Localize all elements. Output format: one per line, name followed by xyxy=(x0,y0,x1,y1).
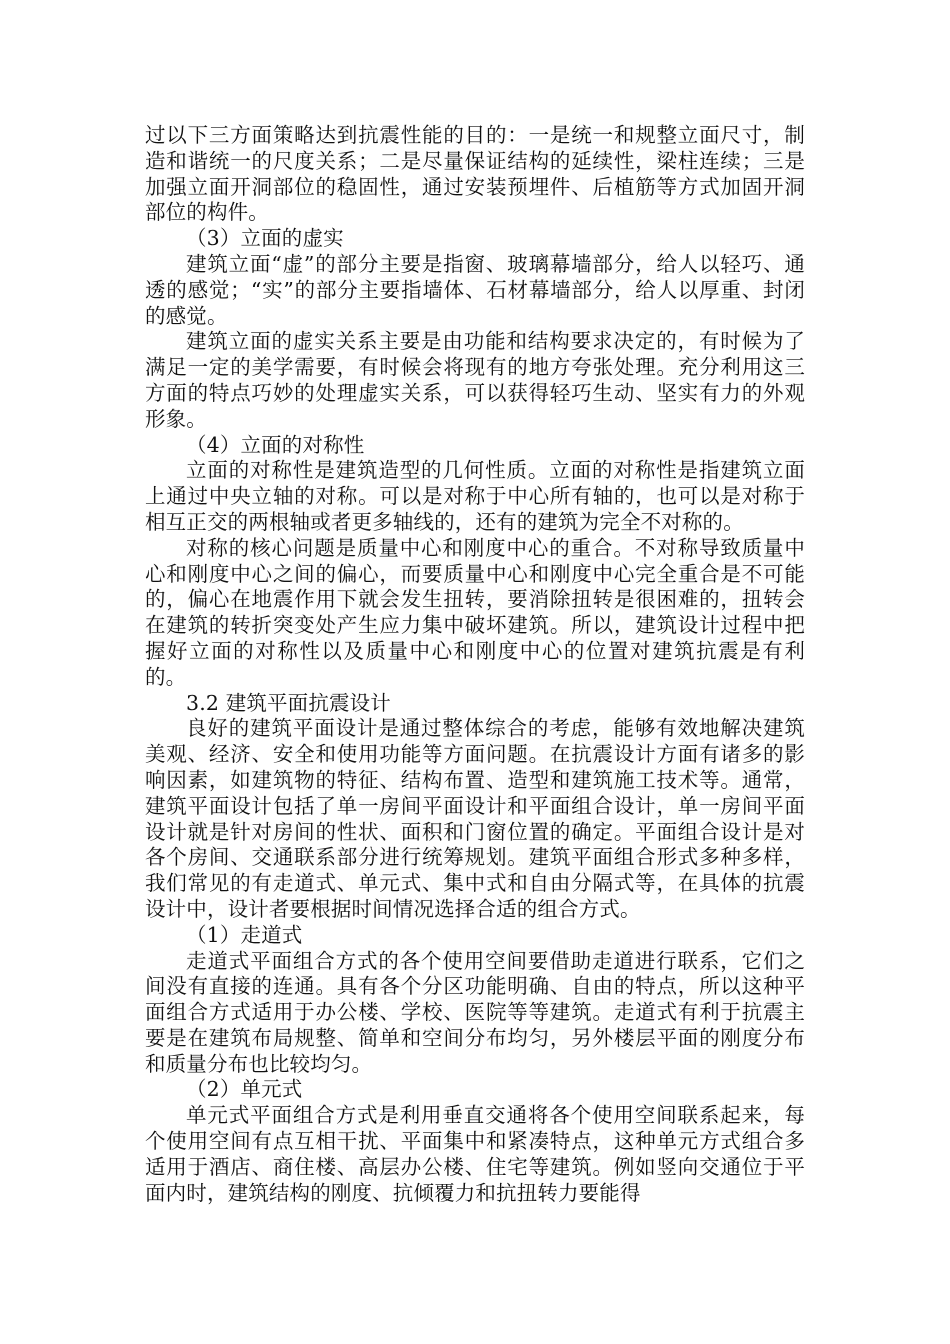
section-heading: （3）立面的虚实 xyxy=(186,226,344,251)
paragraph: 走道式平面组合方式的各个使用空间要借助走道进行联系，它们之间没有直接的连通。具有各个分区功能明确、自由的特点，所以这种平面组合方式适用于办公楼、学校、医院等等建筑。走道式有利于抗震主要是在建筑布局规整、简单和空间分布均匀，另外楼层平面的刚度分布和质量分布也比较均匀。 xyxy=(145,948,805,1076)
paragraph: 建筑立面的虚实关系主要是由功能和结构要求决定的，有时候为了满足一定的美学需要，有时候会将现有的地方夸张处理。充分利用这三方面的特点巧妙的处理虚实关系，可以获得轻巧生动、坚实有力的外观形象。 xyxy=(145,329,805,431)
section-heading: （2）单元式 xyxy=(186,1077,303,1102)
document-page xyxy=(145,123,805,1206)
paragraph: 良好的建筑平面设计是通过整体综合的考虑，能够有效地解决建筑美观、经济、安全和使用功能等方面问题。在抗震设计方面有诸多的影响因素，如建筑物的特征、结构布置、造型和建筑施工技术等。通常，建筑平面设计包括了单一房间平面设计和平面组合设计，单一房间平面设计就是针对房间的性状、面积和门窗位置的确定。平面组合设计是对各个房间、交通联系部分进行统筹规划。建筑平面组合形式多种多样，我们常见的有走道式、单元式、集中式和自由分隔式等，在具体的抗震设计中，设计者要根据时间情况选择合适的组合方式。 xyxy=(145,716,805,921)
paragraph: 立面的对称性是建筑造型的几何性质。立面的对称性是指建筑立面上通过中央立轴的对称。可以是对称于中心所有轴的，也可以是对称于相互正交的两根轴或者更多轴线的，还有的建筑为完全不对称的。 xyxy=(145,458,805,534)
section-heading: 3.2 建筑平面抗震设计 xyxy=(186,690,391,715)
paragraph: 单元式平面组合方式是利用垂直交通将各个使用空间联系起来，每个使用空间有点互相干扰、平面集中和紧凑特点，这种单元方式组合多适用于酒店、商住楼、高层办公楼、住宅等建筑。例如竖向交通位于平面内时，建筑结构的刚度、抗倾覆力和抗扭转力要能得 xyxy=(145,1103,805,1205)
section-heading: （1）走道式 xyxy=(186,922,303,947)
paragraph-continued: 过以下三方面策略达到抗震性能的目的：一是统一和规整立面尺寸，制造和谐统一的尺度关系；二是尽量保证结构的延续性，梁柱连续；三是加强立面开洞部位的稳固性，通过安装预埋件、后植筋等方式加固开洞部位的构件。 xyxy=(145,123,805,225)
paragraph: 对称的核心问题是质量中心和刚度中心的重合。不对称导致质量中心和刚度中心之间的偏心，而要质量中心和刚度中心完全重合是不可能的，偏心在地震作用下就会发生扭转，要消除扭转是很困难的，扭转会在建筑的转折突变处产生应力集中破坏建筑。所以，建筑设计过程中把握好立面的对称性以及质量中心和刚度中心的位置对建筑抗震是有利的。 xyxy=(145,535,805,689)
section-heading: （4）立面的对称性 xyxy=(186,432,365,457)
paragraph: 建筑立面“虚”的部分主要是指窗、玻璃幕墙部分，给人以轻巧、通透的感觉；“实”的部分主要指墙体、石材幕墙部分，给人以厚重、封闭的感觉。 xyxy=(145,251,805,328)
